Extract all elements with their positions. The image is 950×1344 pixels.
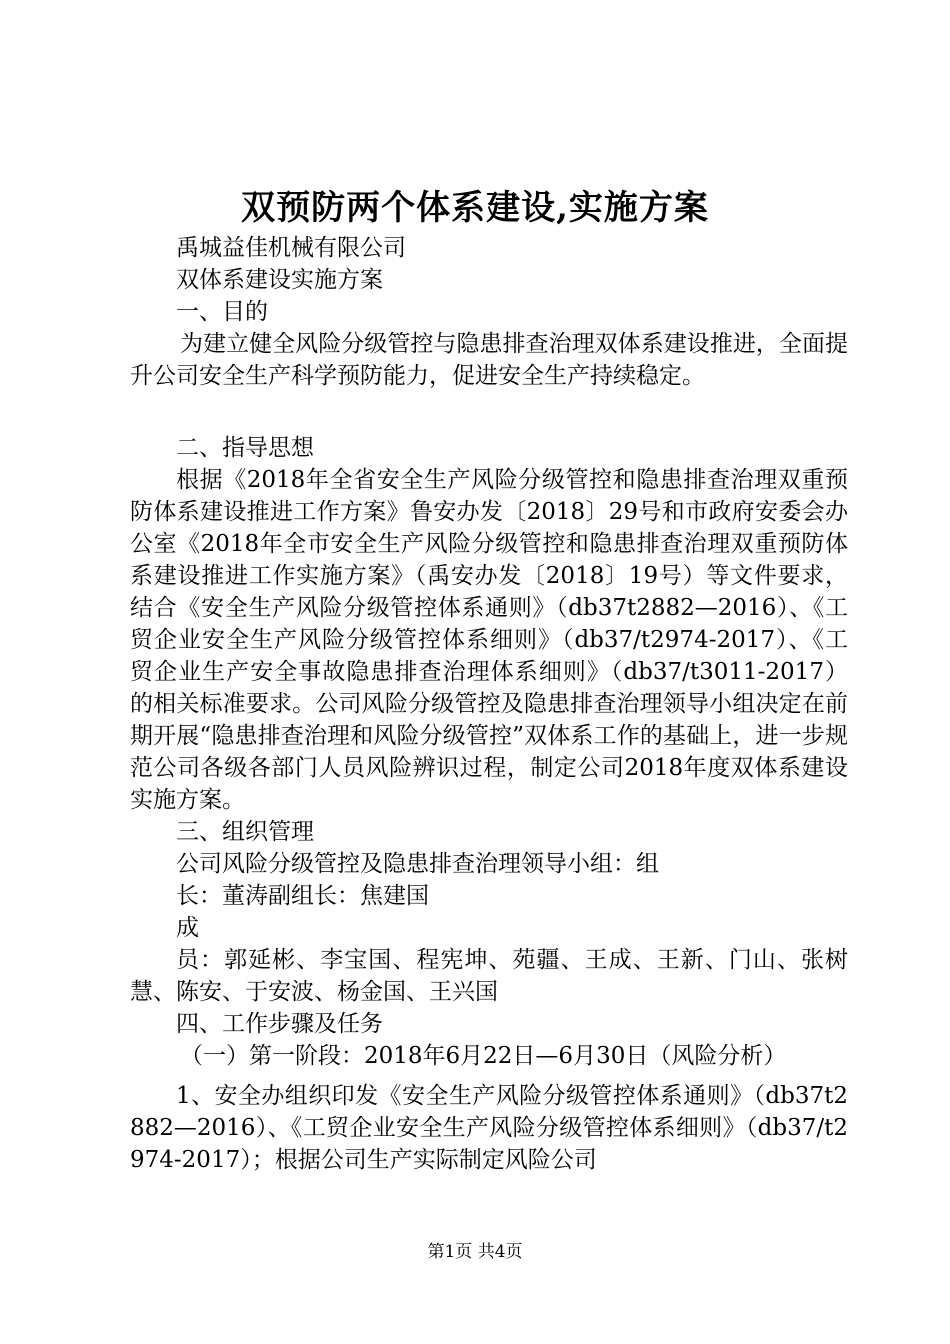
document-title: 双预防两个体系建设,实施方案: [241, 188, 709, 228]
paragraph-gap-small: [130, 1072, 848, 1080]
section-3-line-1: 公司风险分级管控及隐患排查治理领导小组：组: [176, 851, 659, 877]
section-4-item-1: 1、安全办组织印发《安全生产风险分级管控体系通则》（db37t2882—2016）、《工贸企业安全生产风险分级管控体系细则》（db37/t2974-2017）；根据公司生产实际制定风险公司: [130, 1083, 848, 1173]
section-2-paragraph: 根据《2018年全省安全生产风险分级管控和隐患排查治理双重预防体系建设推进工作方案》鲁安办发〔2018〕29号和市政府安委会办公室《2018年全市安全生产风险分级管控和隐患排查治理双重预防体系建设推进工作实施方案》（禹安办发〔2018〕19号）等文件要求，结合《安全生产风险分级管控体系通则》（db37t2882—2016）、《工贸企业安全生产风险分级管控体系细则》（db37/t2974-2017）、《工贸企业生产安全事故隐患排查治理体系细则》（db37/t3011-2017）的相关标准要求。公司风险分级管控及隐患排查治理领导小组决定在前期开展“隐患排查治理和风险分级管控”双体系工作的基础上，进一步规范公司各级各部门人员风险辨识过程，制定公司2018年度双体系建设实施方案。: [130, 467, 848, 813]
plan-subtitle: 双体系建设实施方案: [176, 267, 383, 293]
section-4-stage-1: （一）第一阶段：2018年6月22日—6月30日（风险分析）: [180, 1043, 787, 1069]
section-3-heading: 三、组织管理: [176, 819, 314, 845]
section-1-heading: 一、目的: [176, 299, 268, 325]
section-3-line-4: 员：郭延彬、李宝国、程宪坤、苑疆、王成、王新、门山、张树慧、陈安、于安波、杨金国、王兴国: [130, 947, 848, 1005]
section-3-line-2: 长：董涛副组长：焦建国: [176, 883, 429, 909]
section-3-line-3: 成: [176, 915, 199, 941]
section-4-heading: 四、工作步骤及任务: [176, 1011, 383, 1037]
company-name: 禹城益佳机械有限公司: [176, 235, 406, 261]
paragraph-gap: [130, 392, 848, 432]
section-1-paragraph: 为建立健全风险分级管控与隐患排查治理双体系建设推进，全面提升公司安全生产科学预防能力，促进安全生产持续稳定。: [130, 331, 848, 389]
document-body: [130, 232, 848, 1176]
section-2-heading: 二、指导思想: [176, 435, 314, 461]
page-footer: 第1页 共4页: [427, 1242, 523, 1262]
